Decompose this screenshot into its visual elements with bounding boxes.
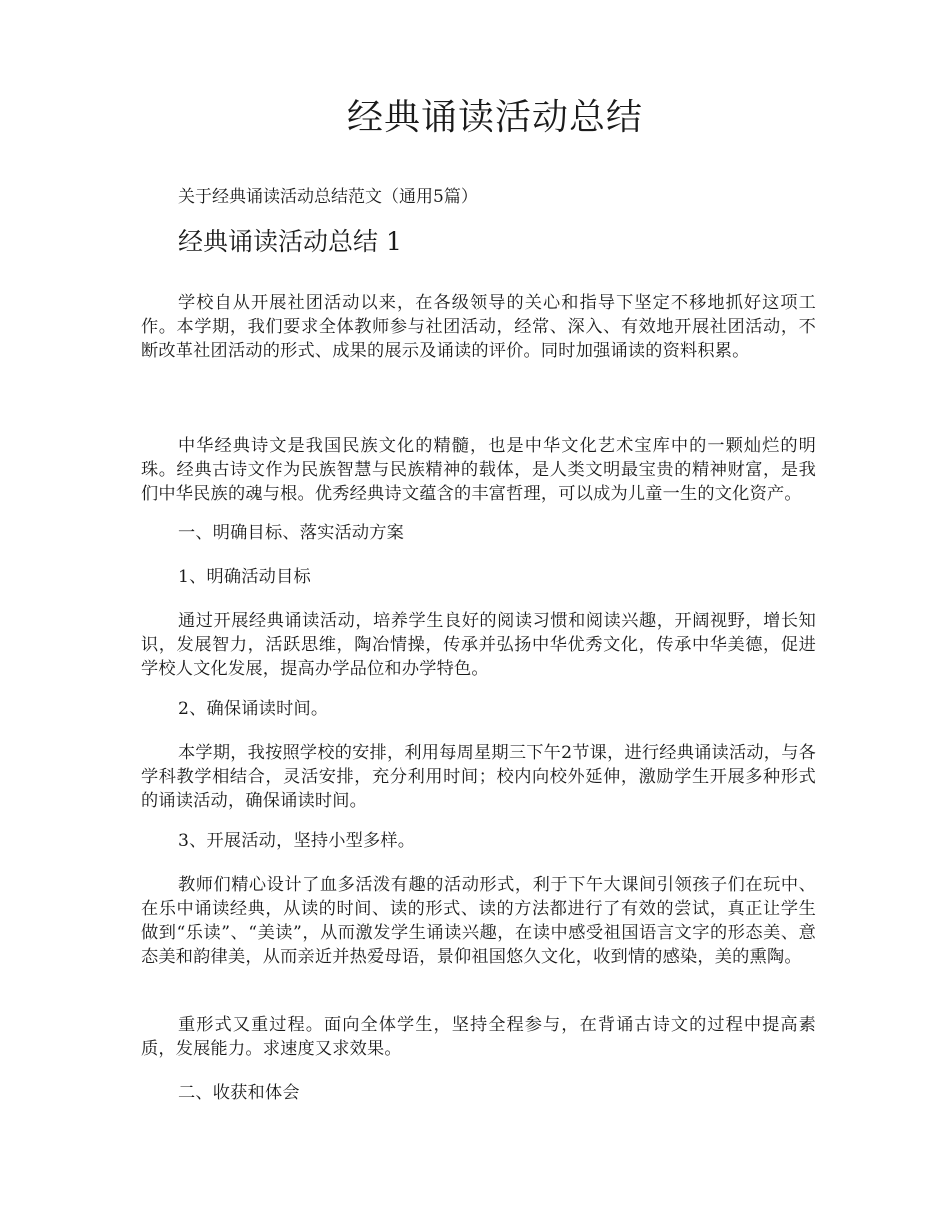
document-title: 经典诵读活动总结 (346, 97, 643, 138)
body-paragraph: 中华经典诗文是我国民族文化的精髓，也是中华文化艺术宝库中的一颗灿烂的明珠。经典古诗文作为民族智慧与民族精神的载体，是人类文明最宝贵的精神财富，是我们中华民族的魂与根。优秀经典诗文蕴含的丰富哲理，可以成为儿童一生的文化资产。 (141, 436, 816, 504)
outline-heading: 一、明确目标、落实活动方案 (178, 523, 405, 543)
body-paragraph: 教师们精心设计了血多活泼有趣的活动形式，利于下午大课间引领孩子们在玩中、在乐中诵读经典，从读的时间、读的形式、读的方法都进行了有效的尝试，真正让学生做到“乐读”、“美读”，从而激发学生诵读兴趣，在读中感受祖国语言文字的形态美、意态美和韵律美，从而亲近并热爱母语，景仰祖国悠久文化，收到情的感染，美的熏陶。 (141, 875, 816, 967)
body-paragraph: 重形式又重过程。面向全体学生，坚持全程参与，在背诵古诗文的过程中提高素质，发展能力。求速度又求效果。 (141, 1015, 816, 1059)
section-heading: 经典诵读活动总结 1 (178, 227, 402, 256)
body-paragraph: 学校自从开展社团活动以来，在各级领导的关心和指导下坚定不移地抓好这项工作。本学期，我们要求全体教师参与社团活动，经常、深入、有效地开展社团活动，不断改革社团活动的形式、成果的展示及诵读的评价。同时加强诵读的资料积累。 (141, 293, 816, 361)
outline-heading: 二、收获和体会 (178, 1083, 300, 1103)
outline-heading: 3、开展活动，坚持小型多样。 (178, 831, 416, 851)
outline-heading: 2、确保诵读时间。 (178, 699, 329, 719)
document-subtitle: 关于经典诵读活动总结范文（通用5篇） (178, 187, 478, 207)
outline-heading: 1、明确活动目标 (178, 567, 311, 587)
body-paragraph: 通过开展经典诵读活动，培养学生良好的阅读习惯和阅读兴趣，开阔视野，增长知识，发展智力，活跃思维，陶冶情操，传承并弘扬中华优秀文化，传承中华美德，促进学校人文化发展，提高办学品位和办学特色。 (141, 611, 816, 679)
body-paragraph: 本学期，我按照学校的安排，利用每周星期三下午2节课，进行经典诵读活动，与各学科教学相结合，灵活安排，充分利用时间；校内向校外延伸，激励学生开展多种形式的诵读活动，确保诵读时间。 (141, 743, 816, 811)
